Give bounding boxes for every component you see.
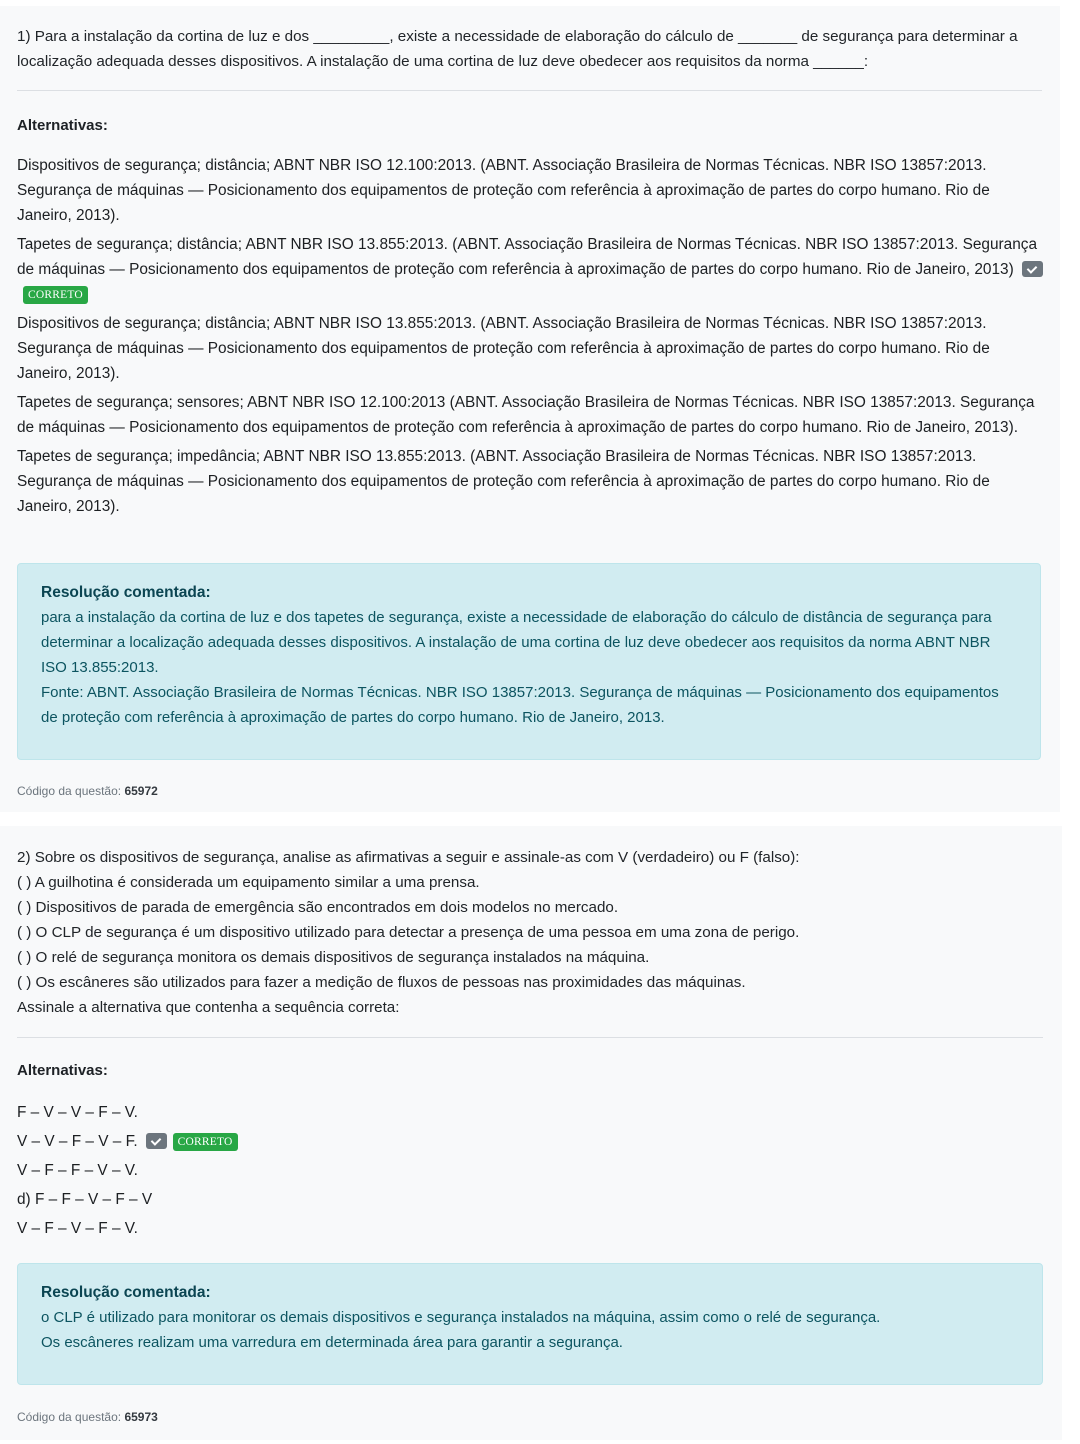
statement-line: ( ) Os escâneres são utilizados para fazer a medição de fluxos de pessoas nas proximidades das máquinas. [17, 974, 746, 991]
question-code [17, 784, 158, 798]
statement-line: 2) Sobre os dispositivos de segurança, analise as afirmativas a seguir e assinale-as com V (verdadeiro) ou F (falso): [17, 849, 800, 866]
question-statement [17, 845, 1047, 1020]
alternative-option[interactable] [17, 1100, 1047, 1125]
divider [17, 90, 1042, 91]
alternative-option[interactable] [17, 1158, 1047, 1183]
statement-line: ( ) A guilhotina é considerada um equipamento similar a uma prensa. [17, 874, 480, 891]
alternatives-list [17, 1100, 1047, 1245]
alternative-option[interactable] [17, 1216, 1047, 1241]
alternative-option[interactable] [17, 444, 1047, 519]
alternative-option[interactable] [17, 311, 1047, 386]
question-code-value: 65973 [124, 1410, 158, 1424]
question-code-label: Código da questão: [17, 784, 122, 798]
statement-line: ( ) Dispositivos de parada de emergência são encontrados em dois modelos no mercado. [17, 899, 619, 916]
statement-line: Assinale a alternativa que contenha a sequência correta: [17, 999, 400, 1016]
question-code [17, 1410, 158, 1424]
check-icon [146, 1133, 167, 1149]
alternatives-list [17, 153, 1047, 523]
alternative-option[interactable] [17, 1187, 1047, 1212]
commented-resolution [17, 1263, 1043, 1385]
alternative-text: V – F – F – V – V. [17, 1162, 138, 1179]
alternative-text: F – V – V – F – V. [17, 1104, 138, 1121]
alternative-option[interactable] [17, 153, 1047, 228]
resolution-title: Resolução comentada: [41, 1284, 211, 1301]
question-code-value: 65972 [124, 784, 158, 798]
alternative-text: V – F – V – F – V. [17, 1220, 138, 1237]
question-card-1 [0, 6, 1060, 812]
alternative-option-correct[interactable] [17, 1129, 1047, 1154]
alternatives-title: Alternativas: [17, 1062, 108, 1079]
resolution-text: o CLP é utilizado para monitorar os demais dispositivos e segurança instalados na máquina, assim como o relé de segurança. [41, 1309, 881, 1326]
correct-badge: CORRETO [23, 286, 88, 304]
question-statement: 1) Para a instalação da cortina de luz e dos _________, existe a necessidade de elaboração do cálculo de _______ de segurança para determinar a localização adequada desses dispositivos. A instalação de uma cortina de luz deve obedecer aos requisitos da norma ______: [17, 28, 1018, 70]
divider [17, 1037, 1043, 1038]
alternative-option-correct[interactable] [17, 232, 1047, 307]
alternative-text: Tapetes de segurança; distância; ABNT NBR ISO 13.855:2013. (ABNT. Associação Brasileira de Normas Técnicas. NBR ISO 13857:2013. Segurança de máquinas — Posicionamento dos equipamentos de proteção com referência à aproximação de partes do corpo humano. Rio de Janeiro, 2013) [17, 236, 1038, 278]
resolution-text: Os escâneres realizam uma varredura em determinada área para garantir a segurança. [41, 1334, 623, 1351]
alternatives-title: Alternativas: [17, 117, 108, 134]
resolution-source: Fonte: ABNT. Associação Brasileira de Normas Técnicas. NBR ISO 13857:2013. Segurança de máquinas — Posicionamento dos equipamentos de proteção com referência à aproximação de partes do corpo humano. Rio de Janeiro, 2013. [41, 684, 999, 726]
alternative-text: Tapetes de segurança; sensores; ABNT NBR ISO 12.100:2013 (ABNT. Associação Brasileira de Normas Técnicas. NBR ISO 13857:2013. Segurança de máquinas — Posicionamento dos equipamentos de proteção com referência à aproximação de partes do corpo humano. Rio de Janeiro, 2013). [17, 394, 1035, 436]
check-icon [1022, 261, 1043, 277]
statement-line: ( ) O relé de segurança monitora os demais dispositivos de segurança instalados na máquina. [17, 949, 650, 966]
alternative-option[interactable] [17, 390, 1047, 440]
question-card-2 [0, 826, 1062, 1440]
commented-resolution [17, 563, 1041, 760]
alternative-text: Dispositivos de segurança; distância; ABNT NBR ISO 13.855:2013. (ABNT. Associação Brasileira de Normas Técnicas. NBR ISO 13857:2013. Segurança de máquinas — Posicionamento dos equipamentos de proteção com referência à aproximação de partes do corpo humano. Rio de Janeiro, 2013). [17, 315, 990, 382]
resolution-title: Resolução comentada: [41, 584, 211, 601]
question-code-label: Código da questão: [17, 1410, 122, 1424]
alternative-text: d) F – F – V – F – V [17, 1191, 153, 1208]
alternative-text: Tapetes de segurança; impedância; ABNT NBR ISO 13.855:2013. (ABNT. Associação Brasileira de Normas Técnicas. NBR ISO 13857:2013. Segurança de máquinas — Posicionamento dos equipamentos de proteção com referência à aproximação de partes do corpo humano. Rio de Janeiro, 2013). [17, 448, 990, 515]
alternative-text: Dispositivos de segurança; distância; ABNT NBR ISO 12.100:2013. (ABNT. Associação Brasileira de Normas Técnicas. NBR ISO 13857:2013. Segurança de máquinas — Posicionamento dos equipamentos de proteção com referência à aproximação de partes do corpo humano. Rio de Janeiro, 2013). [17, 157, 990, 224]
resolution-text: para a instalação da cortina de luz e dos tapetes de segurança, existe a necessidade de elaboração do cálculo de distância de segurança para determinar a localização adequada desses dispositivos. A instalação de uma cortina de luz deve obedecer aos requisitos da norma ABNT NBR ISO 13.855:2013. [41, 609, 992, 676]
correct-badge: CORRETO [173, 1133, 238, 1151]
statement-line: ( ) O CLP de segurança é um dispositivo utilizado para detectar a presença de uma pessoa em uma zona de perigo. [17, 924, 800, 941]
alternative-text: V – V – F – V – F. [17, 1133, 138, 1150]
